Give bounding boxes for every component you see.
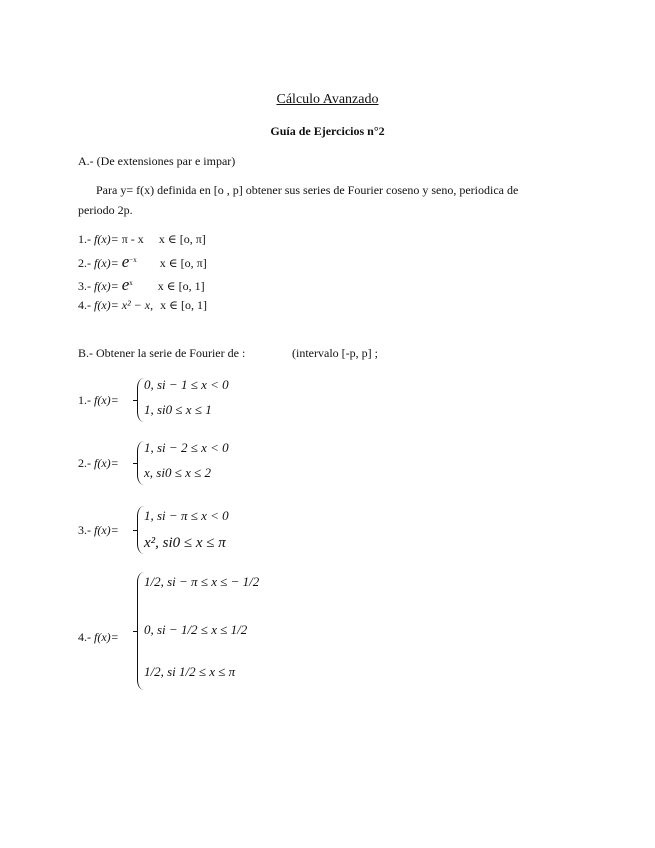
a-item-exp: −x	[129, 256, 137, 264]
b-item-2-brace-tip	[133, 463, 137, 464]
b-item-3-row-2: x², si0 ≤ x ≤ π	[144, 535, 226, 551]
b-item-1-row-2: 1, si0 ≤ x ≤ 1	[144, 402, 212, 417]
a-item-2	[78, 252, 207, 272]
section-a-intro-line2: periodo 2p.	[78, 203, 133, 217]
a-item-base: e	[121, 275, 130, 294]
b-item-1-row-1: 0, si − 1 ≤ x < 0	[144, 377, 229, 392]
b-item-3-brace-tip	[133, 530, 137, 531]
a-item-1	[78, 232, 206, 247]
a-item-num: 1.-	[78, 232, 91, 246]
a-item-domain: x ∈ [o, π]	[158, 232, 206, 246]
a-item-fx: f(x)=	[94, 256, 119, 270]
a-item-fx: f(x)=	[94, 232, 119, 246]
section-b-heading: B.- Obtener la serie de Fourier de :	[78, 346, 246, 360]
a-item-domain: x ∈ [o, 1]	[157, 279, 205, 293]
b-item-2-row-2: x, si0 ≤ x ≤ 2	[144, 465, 211, 480]
a-item-fx: f(x)=	[94, 298, 119, 312]
page-subtitle: Guía de Ejercicios n°2	[270, 124, 385, 138]
b-item-3-row-1: 1, si − π ≤ x < 0	[144, 508, 229, 523]
b-item-num: 3.-	[78, 523, 91, 537]
b-item-fx: f(x)=	[94, 456, 119, 470]
a-item-expr: x² − x	[121, 298, 151, 312]
b-item-2-row-1: 1, si − 2 ≤ x < 0	[144, 440, 229, 455]
b-item-4-brace-tip	[133, 631, 137, 632]
b-item-4-row-1: 1/2, si − π ≤ x ≤ − 1/2	[144, 574, 260, 589]
b-item-3-brace	[137, 506, 144, 554]
b-item-fx: f(x)=	[94, 630, 119, 644]
b-item-num: 2.-	[78, 456, 91, 470]
a-item-4: 4.- f(x)= x² − x, x ∈ [o, 1]	[78, 298, 207, 312]
b-item-num: 4.-	[78, 630, 91, 644]
section-a-heading: A.- (De extensiones par e impar)	[78, 154, 236, 168]
b-item-4-brace	[137, 572, 144, 690]
b-item-4-row-3: 1/2, si 1/2 ≤ x ≤ π	[144, 664, 236, 679]
b-item-1-label	[78, 393, 119, 408]
b-item-fx: f(x)=	[94, 523, 119, 537]
b-item-4-label	[78, 630, 119, 645]
page-title: Cálculo Avanzado	[276, 92, 379, 107]
b-item-fx: f(x)=	[94, 393, 119, 407]
b-item-2-label	[78, 456, 119, 471]
a-item-exp: x	[129, 279, 133, 287]
b-item-num: 1.-	[78, 393, 91, 407]
a-item-3	[78, 275, 205, 295]
b-item-1-brace	[137, 378, 144, 422]
b-item-4-row-2: 0, si − 1/2 ≤ x ≤ 1/2	[144, 622, 248, 637]
a-item-num: 3.-	[78, 279, 91, 293]
b-item-2-brace	[137, 441, 144, 485]
a-item-domain: x ∈ [o, 1]	[160, 298, 207, 312]
b-item-1-brace-tip	[133, 400, 137, 401]
a-item-domain: x ∈ [o, π]	[159, 256, 207, 270]
a-item-num: 2.-	[78, 256, 91, 270]
a-item-fx: f(x)=	[94, 279, 119, 293]
a-item-num: 4.-	[78, 298, 91, 312]
a-item-base: e	[121, 252, 130, 271]
section-a-intro-line1: Para y= f(x) definida en [o , p] obtener sus series de Fourier coseno y seno, periodica de	[96, 183, 519, 197]
section-b-interval: (intervalo [-p, p] ;	[292, 346, 378, 360]
a-item-expr: π - x	[121, 232, 144, 246]
b-item-3-label	[78, 523, 119, 538]
